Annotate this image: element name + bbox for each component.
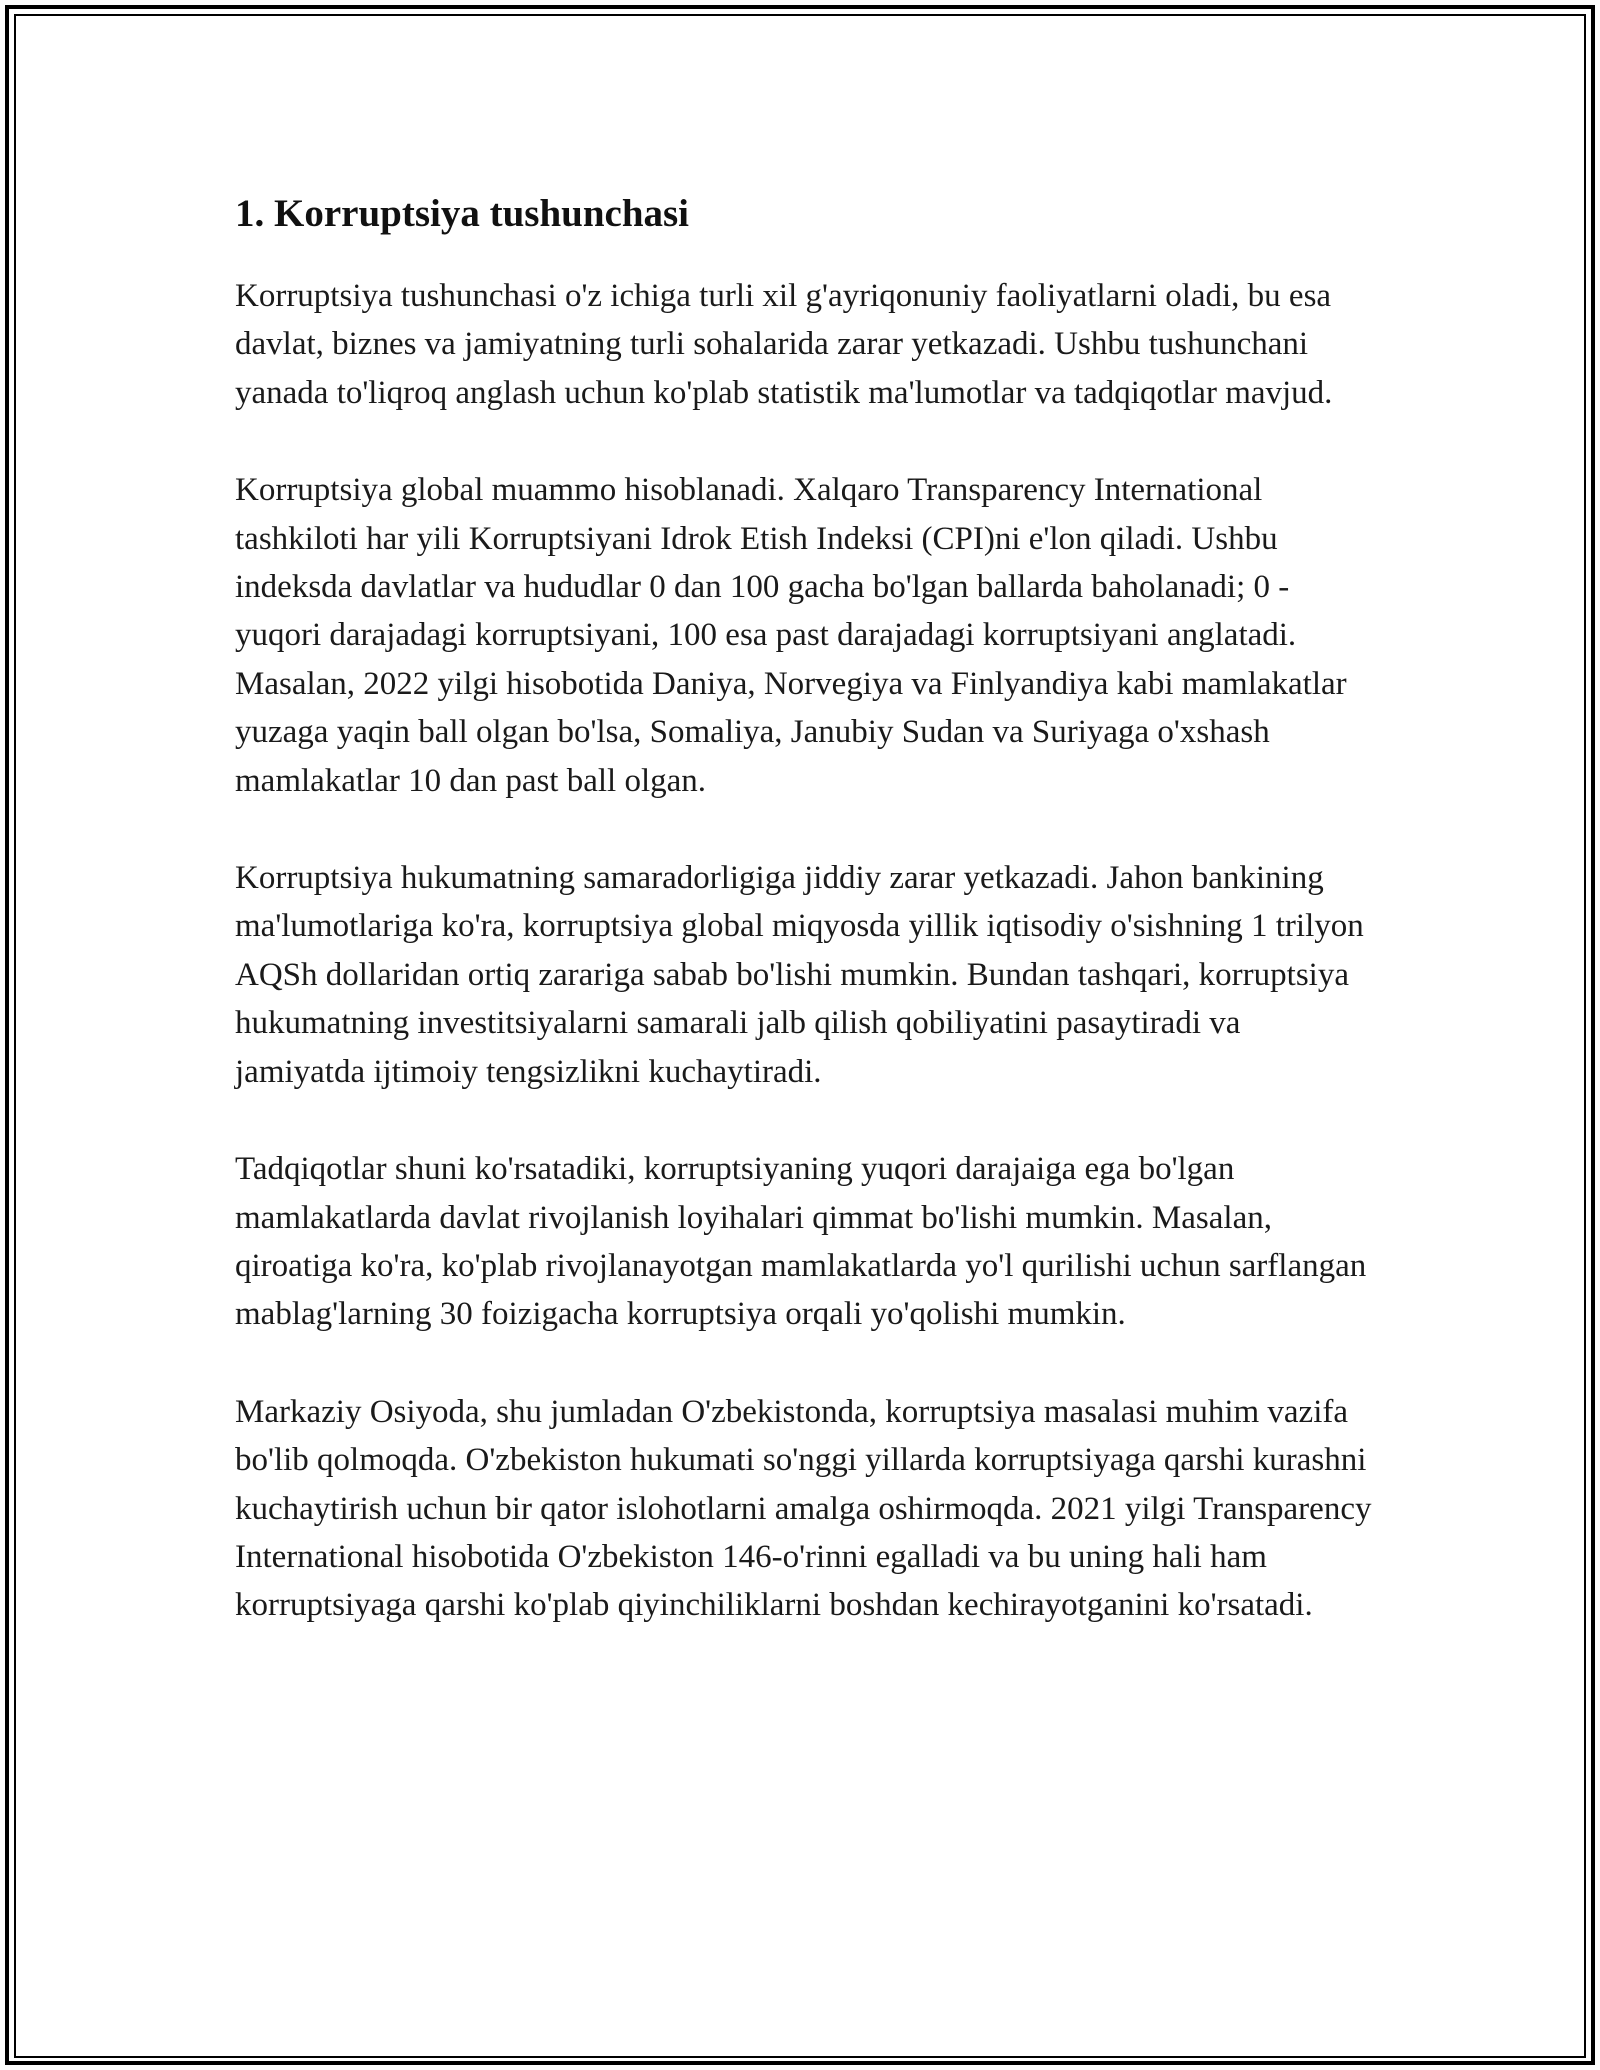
paragraph-definition: Korruptsiya tushunchasi o'z ichiga turli xil g'ayriqonuniy faoliyatlarni oladi, bu esa davlat, biznes va jamiyatning turli sohalarida zarar yetkazadi. Ushbu tushunchani yanada to'liqroq anglash uchun ko'plab statistik ma'lumotlar va tadqiqotlar mavjud.: [235, 278, 1333, 411]
paragraph-research: Tadqiqotlar shuni ko'rsatadiki, korruptsiyaning yuqori darajaiga ega bo'lgan mamlakatlarda davlat rivojlanish loyihalari qimmat bo'lishi mumkin. Masalan, qiroatiga ko'ra, ko'plab rivojlanayotgan mamlakatlarda yo'l qurilishi uchun sarflangan mablag'larning 30 foizigacha korruptsiya orqali yo'qolishi mumkin.: [235, 1151, 1367, 1333]
paragraph-central-asia: Markaziy Osiyoda, shu jumladan O'zbekistonda, korruptsiya masalasi muhim vazifa bo'lib qolmoqda. O'zbekiston hukumati so'nggi yillarda korruptsiyaga qarshi kurashni kuchaytirish uchun bir qator islohotlarni amalga oshirmoqda. 2021 yilgi Transparency International hisobotida O'zbekiston 146-o'rinni egalladi va bu uning hali ham korruptsiyaga qarshi ko'plab qiyinchiliklarni boshdan kechirayotganini ko'rsatadi.: [235, 1393, 1372, 1624]
section-heading: 1. Korruptsiya tushunchasi: [235, 192, 690, 235]
document-body: [235, 186, 1375, 1679]
paragraph-government-harm: Korruptsiya hukumatning samaradorligiga jiddiy zarar yetkazadi. Jahon bankining ma'lumotlariga ko'ra, korruptsiya global miqyosda yillik iqtisodiy o'sishning 1 trilyon AQSh dollaridan ortiq zarariga sabab bo'lishi mumkin. Bundan tashqari, korruptsiya hukumatning investitsiyalarni samarali jalb qilish qobiliyatini pasaytiradi va jamiyatda ijtimoiy tengsizlikni kuchaytiradi.: [235, 860, 1364, 1090]
paragraph-global-problem: Korruptsiya global muammo hisoblanadi. Xalqaro Transparency International tashkiloti har yili Korruptsiyani Idrok Etish Indeksi (CPI)ni e'lon qiladi. Ushbu indeksda davlatlar va hududlar 0 dan 100 gacha bo'lgan ballarda baholanadi; 0 - yuqori darajadagi korruptsiyani, 100 esa past darajadagi korruptsiyani anglatadi. Masalan, 2022 yilgi hisobotida Daniya, Norvegiya va Finlyandiya kabi mamlakatlar yuzaga yaqin ball olgan bo'lsa, Somaliya, Janubiy Sudan va Suriyaga o'xshash mamlakatlar 10 dan past ball olgan.: [235, 472, 1347, 799]
